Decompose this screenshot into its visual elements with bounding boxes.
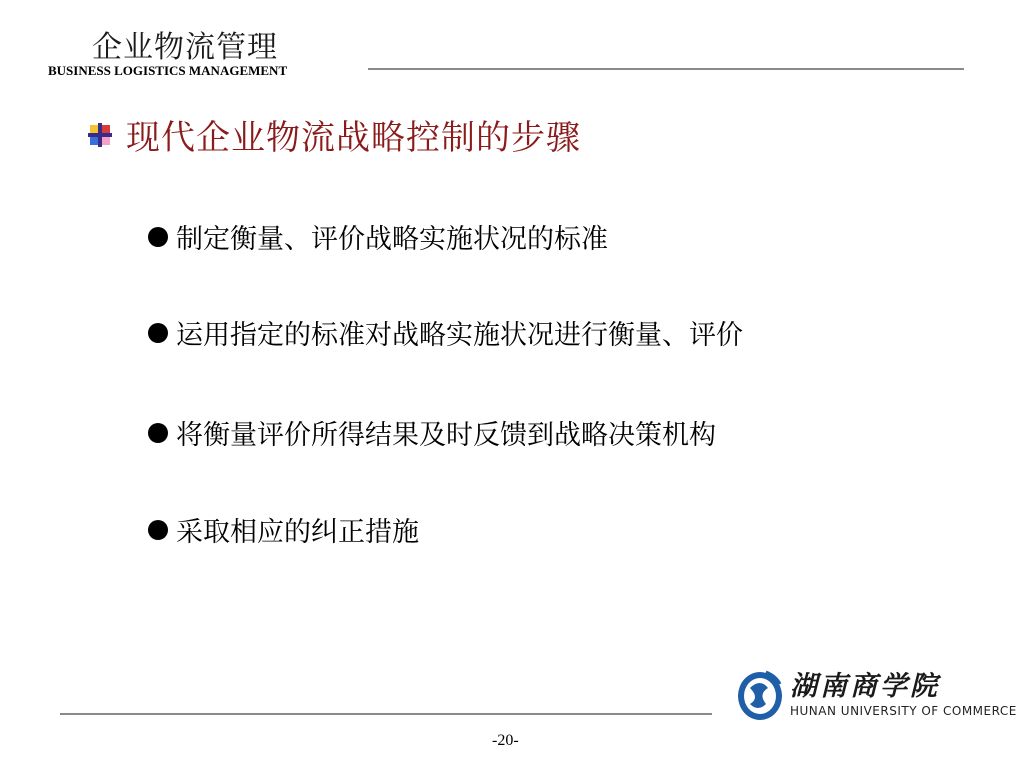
bullet-text: 运用指定的标准对战略实施状况进行衡量、评价 <box>176 320 743 351</box>
bullet-dot-icon <box>148 423 168 443</box>
slide-title-row <box>88 110 581 159</box>
university-emblem-icon <box>736 668 784 722</box>
header-divider <box>368 68 964 70</box>
university-logo <box>736 668 1017 722</box>
bullet-dot-icon <box>148 520 168 540</box>
footer-divider <box>60 713 712 715</box>
bullet-item <box>148 217 608 256</box>
bullet-item <box>148 510 419 549</box>
bullet-text: 采取相应的纠正措施 <box>176 517 419 548</box>
header-title-en: BUSINESS LOGISTICS MANAGEMENT <box>48 63 288 78</box>
logo-text-en: HUNAN UNIVERSITY OF COMMERCE <box>790 704 1017 718</box>
bullet-item <box>148 313 743 352</box>
colored-blocks-bullet-icon <box>88 123 112 147</box>
bullet-dot-icon <box>148 227 168 247</box>
bullet-text: 将衡量评价所得结果及时反馈到战略决策机构 <box>176 420 716 451</box>
logo-text-cn: 湖南商学院 <box>790 671 940 702</box>
header-title-cn: 企业物流管理 <box>92 30 278 65</box>
bullet-text: 制定衡量、评价战略实施状况的标准 <box>176 224 608 255</box>
bullet-dot-icon <box>148 323 168 343</box>
bullet-item <box>148 413 716 452</box>
page-number: -20- <box>492 732 519 749</box>
slide-title: 现代企业物流战略控制的步骤 <box>126 118 581 158</box>
